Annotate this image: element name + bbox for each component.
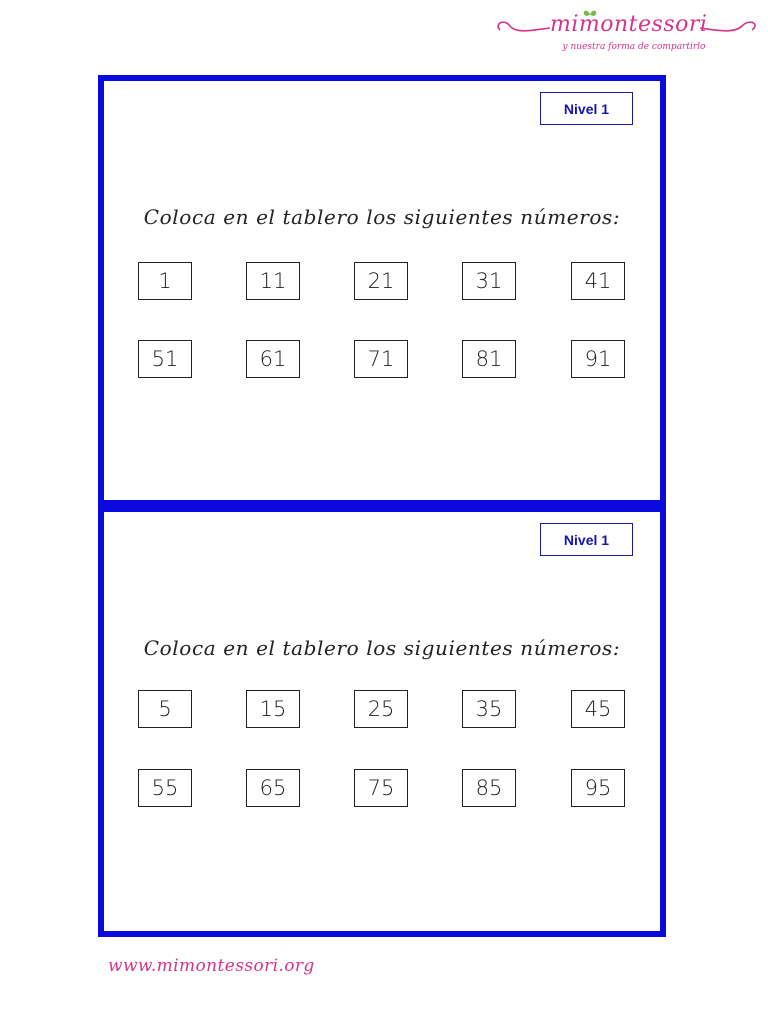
number-box: 75: [354, 769, 408, 807]
number-box: 5: [138, 690, 192, 728]
level-badge: Nivel 1: [540, 92, 633, 125]
number-box: 85: [462, 769, 516, 807]
number-box: 55: [138, 769, 192, 807]
number-box: 91: [571, 340, 625, 378]
number-box: 95: [571, 769, 625, 807]
number-box: 35: [462, 690, 516, 728]
number-box: 31: [462, 262, 516, 300]
number-box: 21: [354, 262, 408, 300]
number-box: 11: [246, 262, 300, 300]
number-box: 51: [138, 340, 192, 378]
number-box: 41: [571, 262, 625, 300]
logo-wordmark: mimontessori: [550, 12, 708, 37]
footer-website-link[interactable]: www.mimontessori.org: [108, 956, 315, 976]
logo-tagline: y nuestra forma de compartirlo: [562, 42, 706, 52]
number-box: 81: [462, 340, 516, 378]
number-box: 45: [571, 690, 625, 728]
number-box: 25: [354, 690, 408, 728]
brand-logo: [494, 8, 762, 58]
level-badge: Nivel 1: [540, 523, 633, 556]
exercise-card-2: [98, 506, 666, 937]
number-box: 65: [246, 769, 300, 807]
exercise-card-1: [98, 75, 666, 506]
number-box: 15: [246, 690, 300, 728]
number-box: 71: [354, 340, 408, 378]
instruction-text: Coloca en el tablero los siguientes números:: [143, 636, 621, 660]
number-box: 1: [138, 262, 192, 300]
number-box: 61: [246, 340, 300, 378]
instruction-text: Coloca en el tablero los siguientes números:: [143, 205, 621, 229]
